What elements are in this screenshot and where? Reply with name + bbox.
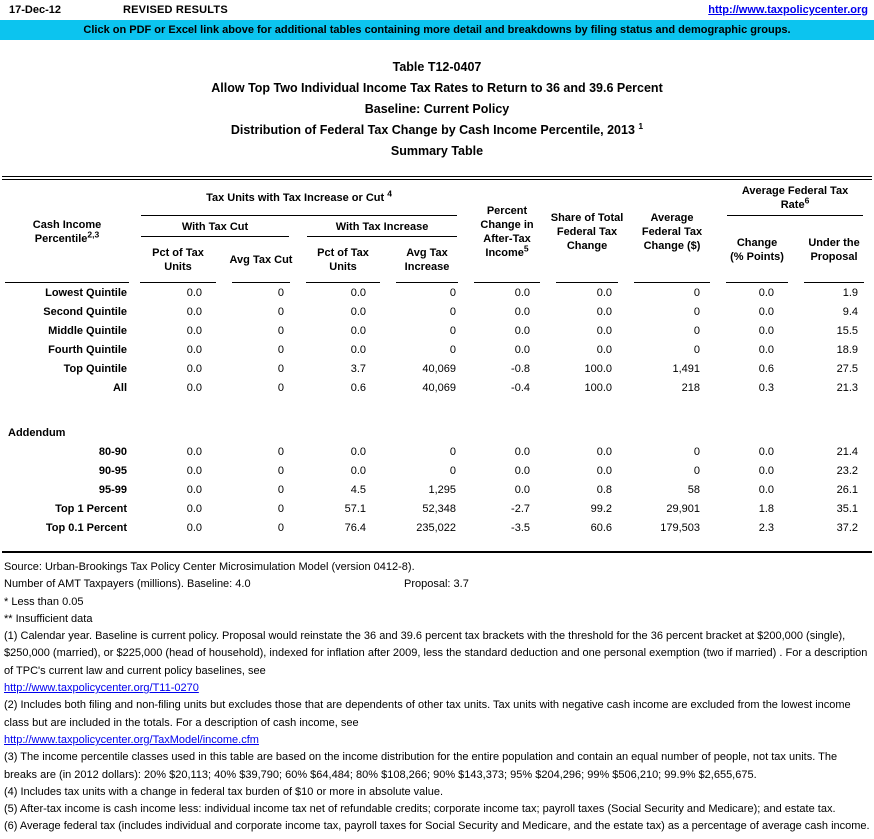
table-row	[2, 461, 872, 480]
footnote-6: (6) Average federal tax (includes individual and corporate income tax, payroll taxes for Social Security and Medicare, and the estate tax) as a percentage of average cash income.	[4, 820, 870, 833]
header-share-total-federal-tax-change: Share of Total Federal Tax Change	[548, 178, 626, 283]
cell: 0	[693, 464, 701, 477]
cell: 0.0	[350, 464, 366, 477]
cell: 57.1	[344, 502, 366, 515]
amt-taxpayers-line	[4, 576, 870, 593]
cell: 58	[687, 483, 701, 496]
cell: 0.0	[186, 521, 202, 534]
table-row	[2, 340, 872, 359]
cell: 179,503	[660, 521, 701, 534]
footnote-2-link-line	[4, 732, 870, 749]
row-label: 80-90	[98, 445, 127, 458]
cell: 40,069	[422, 362, 457, 375]
revision-date: 17-Dec-12	[9, 4, 61, 16]
table-row	[2, 283, 872, 302]
cell: 0.0	[514, 305, 531, 318]
cell: 0.0	[514, 464, 531, 477]
cell: 0.0	[758, 445, 775, 458]
cell: 2.3	[758, 521, 775, 534]
cell: 1.9	[842, 286, 859, 299]
cell: 0	[277, 305, 284, 318]
cell: 0.0	[186, 381, 202, 394]
cell: 0.0	[596, 343, 613, 356]
cell: 0.0	[186, 362, 202, 375]
cell: 18.9	[836, 343, 859, 356]
cell: 1,295	[428, 483, 457, 496]
cell: -3.5	[511, 521, 531, 534]
cell: 0	[277, 381, 284, 394]
info-banner	[0, 20, 874, 40]
cell: 29,901	[666, 502, 701, 515]
baseline-subtitle: Baseline: Current Policy	[364, 102, 510, 116]
cell: 35.1	[836, 502, 859, 515]
header-with-tax-cut: With Tax Cut	[132, 216, 298, 237]
table-row	[2, 359, 872, 378]
cell: 23.2	[836, 464, 859, 477]
cell: 0.8	[596, 483, 613, 496]
cell: 0.0	[350, 324, 366, 337]
table-row	[2, 321, 872, 340]
cell: 27.5	[836, 362, 859, 375]
cell: 0	[277, 362, 284, 375]
distribution-subtitle: Distribution of Federal Tax Change by Cash Income Percentile, 2013 $^1$	[230, 120, 644, 137]
cell: 0	[277, 483, 284, 496]
table-bottom-pad	[2, 537, 872, 552]
header-pct-tax-units-cut: Pct of Tax Units	[132, 237, 224, 283]
cell: 0.3	[758, 381, 775, 394]
cell: 0	[277, 521, 284, 534]
footnote-2: (2) Includes both filing and non-filing units but excludes those that are dependents of other tax units. Tax units with negative cash income are excluded from the lowest income class but are included in the totals. For a description of cash income, see	[4, 699, 851, 729]
cell: 0	[277, 286, 284, 299]
cell: 0.6	[758, 362, 775, 375]
header-avg-tax-cut: Avg Tax Cut	[224, 237, 298, 283]
addendum-header-row	[2, 423, 872, 442]
cell: 1.8	[758, 502, 775, 515]
footnote-ref-1: 1	[638, 120, 644, 131]
cell: 0.0	[758, 286, 775, 299]
cell: 0.0	[514, 286, 531, 299]
cell: 0.0	[350, 445, 366, 458]
income-cfm-link[interactable]: http://www.taxpolicycenter.org/TaxModel/income.cfm	[4, 733, 259, 746]
less-than-note: * Less than 0.05	[4, 595, 84, 608]
cell: 0.0	[514, 324, 531, 337]
footnote-1: (1) Calendar year. Baseline is current policy. Proposal would reinstate the 36 and 39.6 percent tax brackets with the threshold for the 36 percent bracket at $200,000 (single), $250,000 (married), or $225,000 (head of household), indexed for inflation after 2009, less the standard deduction and one personal exemption (two if married) . For a description of TPC's current law and current policy baselines, see	[4, 630, 868, 677]
cell: 0.0	[596, 464, 613, 477]
header-avg-tax-increase: Avg Tax Increase	[388, 237, 466, 283]
cell: 0.0	[596, 305, 613, 318]
footnote-5: (5) After-tax income is cash income less: individual income tax net of refundable credits; corporate income tax; payroll taxes (Social Security and Medicare); and estate tax.	[4, 803, 836, 816]
cell: 76.4	[344, 521, 366, 534]
footnote-1-link-line	[4, 680, 870, 697]
cell: 0.0	[758, 464, 775, 477]
cell: 0	[277, 445, 284, 458]
cell: 0	[693, 343, 701, 356]
cell: -0.4	[511, 381, 531, 394]
cell: -0.8	[511, 362, 531, 375]
t11-0270-link[interactable]: http://www.taxpolicycenter.org/T11-0270	[4, 682, 199, 695]
cell: 0	[693, 286, 701, 299]
row-label: Middle Quintile	[48, 324, 127, 337]
row-label: Top 1 Percent	[55, 502, 127, 515]
footnote-ref-2-3: 2,3	[87, 228, 100, 239]
row-label: 95-99	[98, 483, 127, 496]
header-with-tax-increase: With Tax Increase	[298, 216, 466, 237]
table-row	[2, 302, 872, 321]
cell: 52,348	[422, 502, 457, 515]
footnotes	[4, 559, 870, 836]
table-row	[2, 518, 872, 537]
footnote-ref-5: 5	[523, 242, 529, 253]
cell: 37.2	[836, 521, 859, 534]
cell: 21.3	[836, 381, 859, 394]
table-row	[2, 378, 872, 397]
cell: 0	[693, 305, 701, 318]
cell: 0.0	[758, 305, 775, 318]
cell: 0	[449, 445, 457, 458]
table-row	[2, 499, 872, 518]
header-pct-tax-units-increase: Pct of Tax Units	[298, 237, 388, 283]
cell: 0.6	[350, 381, 366, 394]
row-label: All	[112, 381, 127, 394]
row-label: Lowest Quintile	[45, 286, 127, 299]
amt-baseline: Number of AMT Taxpayers (millions). Baseline: 4.0	[4, 578, 251, 591]
row-label: Top Quintile	[63, 362, 127, 375]
cell: 0.0	[186, 464, 202, 477]
cell: 99.2	[590, 502, 613, 515]
addendum-label: Addendum	[8, 426, 66, 439]
amt-proposal: Proposal: 3.7	[404, 578, 469, 591]
top-bar	[0, 0, 874, 20]
cell: 4.5	[350, 483, 366, 496]
cell: 0.0	[514, 445, 531, 458]
header-average-federal-tax-change: Average Federal Tax Change ($)	[626, 178, 718, 283]
taxpolicycenter-link[interactable]: http://www.taxpolicycenter.org	[708, 4, 868, 16]
header-group-tax-units: Tax Units with Tax Increase or Cut $^4$	[132, 178, 466, 216]
summary-table	[2, 176, 872, 553]
cell: 0	[693, 324, 701, 337]
cell: 218	[681, 381, 701, 394]
table-title: Allow Top Two Individual Income Tax Rates to Return to 36 and 39.6 Percent	[211, 81, 663, 95]
title-block	[0, 57, 874, 162]
cell: 235,022	[416, 521, 457, 534]
cell: 0.0	[758, 324, 775, 337]
cell: 0.0	[186, 445, 202, 458]
header-rate-under-proposal: Under the Proposal	[796, 216, 872, 283]
footnote-ref-6: 6	[804, 195, 810, 206]
cell: 3.7	[350, 362, 366, 375]
cell: 0.0	[758, 483, 775, 496]
header-pct-change-after-tax-income: Percent Change in After-Tax Income$^5$	[466, 178, 548, 283]
row-label: Second Quintile	[43, 305, 127, 318]
cell: 0	[449, 305, 457, 318]
cell: 0	[277, 324, 284, 337]
cell: 0.0	[350, 305, 366, 318]
cell: 0	[277, 464, 284, 477]
cell: 0	[277, 502, 284, 515]
cell: 15.5	[836, 324, 859, 337]
cell: 9.4	[842, 305, 859, 318]
cell: 26.1	[836, 483, 859, 496]
insufficient-data-note: ** Insufficient data	[4, 612, 93, 625]
header-rate-change-points: Change (% Points)	[718, 216, 796, 283]
source-line: Source: Urban-Brookings Tax Policy Center Microsimulation Model (version 0412-8).	[4, 561, 415, 573]
row-label: Fourth Quintile	[48, 343, 127, 356]
header-group-average-federal-tax-rate: Average Federal Tax Rate$^6$	[718, 178, 872, 216]
cell: 40,069	[422, 381, 457, 394]
footnote-3: (3) The income percentile classes used in this table are based on the income distribution for the entire population and contain an equal number of people, not tax units. The breaks are (in 2012 dollars): 20% $20,113; 40% $39,790; 60% $64,484; 80% $108,266; 90% $143,373; 95% $204,296; 99% $506,210; 99.9% $2,655,675.	[4, 751, 838, 781]
info-banner-text: Click on PDF or Excel link above for additional tables containing more detail and breakdowns by filing status and demographic groups.	[83, 24, 791, 36]
section-gap	[2, 397, 872, 423]
cell: 100.0	[584, 381, 613, 394]
footnote-ref-4: 4	[387, 188, 392, 199]
cell: 0.0	[758, 343, 775, 356]
cell: 0.0	[186, 305, 202, 318]
row-label: Top 0.1 Percent	[45, 521, 127, 534]
table-row	[2, 480, 872, 499]
cell: 0	[449, 286, 457, 299]
cell: 0	[449, 343, 457, 356]
table-row	[2, 442, 872, 461]
cell: 21.4	[836, 445, 859, 458]
cell: 0.0	[186, 286, 202, 299]
cell: 100.0	[584, 362, 613, 375]
cell: 0	[449, 464, 457, 477]
cell: 0.0	[514, 483, 531, 496]
revised-results-label: REVISED RESULTS	[122, 4, 228, 16]
cell: 0.0	[186, 343, 202, 356]
cell: 0	[693, 445, 701, 458]
table-number: Table T12-0407	[392, 60, 482, 74]
cell: 1,491	[672, 362, 701, 375]
cell: 0.0	[596, 286, 613, 299]
cell: 0.0	[514, 343, 531, 356]
cell: 0.0	[186, 502, 202, 515]
cell: 0.0	[596, 445, 613, 458]
summary-table-label: Summary Table	[390, 144, 484, 158]
row-label: 90-95	[98, 464, 127, 477]
footnote-4: (4) Includes tax units with a change in federal tax burden of $10 or more in absolute value.	[4, 785, 444, 798]
cell: -2.7	[511, 502, 531, 515]
cell: 0.0	[596, 324, 613, 337]
cell: 0.0	[186, 324, 202, 337]
cell: 0.0	[350, 343, 366, 356]
cell: 60.6	[590, 521, 613, 534]
cell: 0	[449, 324, 457, 337]
cell: 0.0	[186, 483, 202, 496]
cell: 0	[277, 343, 284, 356]
header-cash-income-percentile: Cash Income Percentile$^{2,3}$	[2, 178, 132, 283]
cell: 0.0	[350, 286, 366, 299]
